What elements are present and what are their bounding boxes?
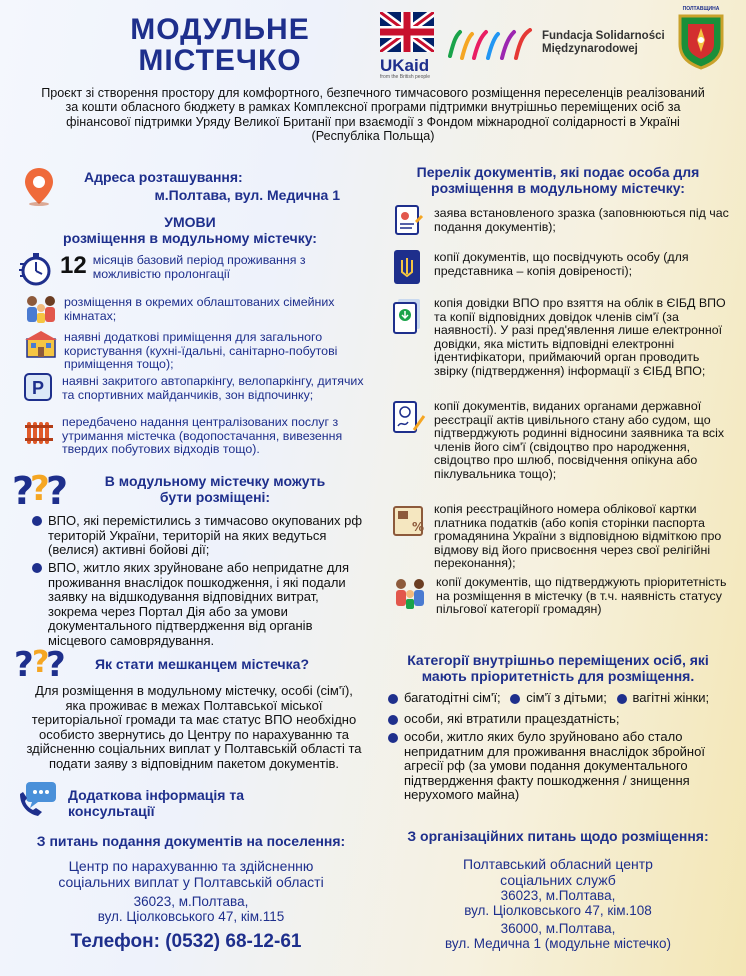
right-contact-address-2: 36000, м.Полтава, вул. Медична 1 (модульне містечко)	[445, 921, 671, 951]
priority-family-icon	[392, 576, 428, 612]
stopwatch-icon	[18, 252, 54, 286]
priority-item: вагітні жінки;	[617, 690, 710, 705]
phone-support-icon	[18, 780, 58, 818]
certificate-document-icon	[392, 297, 424, 335]
svg-text:?: ?	[46, 469, 69, 510]
building-icon	[24, 329, 58, 359]
svg-text:?: ?	[12, 469, 35, 510]
right-contact-heading: З організаційних питань щодо розміщення:	[407, 828, 709, 844]
right-contact-org: Полтавський обласний центр соціальних служб	[463, 856, 653, 888]
condition-item: P наявні закритого автопаркінгу, велопаркінгу, дитячих та спортивних майданчиків, зон відпочинку;	[24, 373, 364, 403]
application-form-icon	[392, 204, 424, 236]
priority-item: особи, житло яких було зруйновано або стало непридатним для проживання внаслідок збройної агресії рф (за умови подання документального підтвердження факту пошкодження / знищення нерухомого майна)	[388, 730, 738, 803]
bullet-icon	[617, 694, 627, 704]
right-contact-address-1: 36023, м.Полтава, вул. Ціолковського 47, кім.108	[464, 888, 652, 918]
how-text: Для розміщення в модульному містечку, особі (сім'ї), яка проживає в межах Полтавської міської територіальної громади та має статус ВПО необхідно особисто звернутись до Центру по нарахуванню та здійсненню соціальних виплат у Полтавській області та подати заяву з відповідним пакетом документів.	[26, 683, 362, 771]
months-number: 12	[60, 252, 87, 279]
document-item: копії документів, виданих органами державної реєстрації актів цивільного стану або судом, що підтверджують родинні відносини заявника та всіх членів його сім'ї (свідоцтво про народження, свідоцтво про шлюб, посвідчення опікуна або піклувальника тощо);	[392, 400, 736, 482]
condition-item: наявні додаткові приміщення для загального користування (кухні-їдальні, санітарно-побутові приміщення тощо);	[24, 329, 364, 372]
intro-text: Проєкт зі створення простору для комфортного, безпечного тимчасового розміщення переселенців реалізований за кошти обласного бюджету в рамках Комплексної програми підтримки внутрішньо переміщених осіб за фінансової підтримки Уряду Великої Британії при взаємодії з Фондом міжнародної солідарності в Україні (Республіка Польща)	[41, 86, 705, 144]
priority-item: сім'ї з дітьми;	[510, 690, 607, 705]
radiator-icon	[24, 416, 56, 448]
bullet-icon	[32, 563, 42, 573]
document-item: копія довідки ВПО про взяття на облік в ЄІБД ВПО та копії відповідних довідок членів сім'ї (за наявності). У разі пред'явлення лише електронної довідки, яка містить відповідні електронні ідентифікатори, приймаючий орган проводить звірку (підтвердження) інформації з ЄІБД ВПО;	[392, 297, 736, 379]
phone-number: Телефон: (0532) 68-12-61	[70, 931, 302, 952]
how-heading: Як стати мешканцем містечка?	[94, 656, 310, 672]
priority-heading: Категорії внутрішньо переміщених осіб, які мають пріоритетність для розміщення.	[407, 652, 709, 684]
who-item: ВПО, житло яких зруйноване або непридатне для проживання внаслідок пошкодження, і які подали заявку на відшкодування відповідних витрат, зокрема через Портал Дія або за умови документального підтвердження від органів місцевого самоврядування.	[32, 561, 364, 648]
svg-text:%: %	[412, 520, 425, 534]
condition-item: передбачено надання централізованих послуг з утримання містечка (водопостачання, вивезення твердих побутових відходів тощо).	[24, 416, 364, 457]
tax-card-icon	[392, 503, 426, 539]
bullet-icon	[388, 715, 398, 725]
document-item: копії документів, що підтверджують пріоритетність на розміщення в містечку (в т.ч. наявність статусу пільгової категорії громадян)	[392, 576, 736, 617]
priority-item: особи, які втратили працездатність;	[388, 712, 738, 727]
parking-icon	[24, 373, 54, 403]
condition-item: розміщення в окремих облаштованих сімейних кімнатах;	[24, 294, 364, 324]
address-label: Адреса розташування:	[84, 169, 243, 185]
colorful-strokes-icon	[446, 28, 536, 62]
solidarity-logo-mark	[446, 28, 536, 62]
fsm-logo-text: Fundacja Solidarności Międzynarodowej	[542, 30, 665, 55]
documents-heading: Перелік документів, які подає особа для розміщення в модульному містечку:	[416, 164, 700, 196]
svg-text:?: ?	[14, 645, 34, 682]
condition-item: 12 місяців базовий період проживання з можливістю пролонгації	[18, 252, 363, 286]
priority-item: багатодітні сім'ї;	[388, 690, 501, 705]
who-item: ВПО, які перемістились з тимчасово окупованих рф територій України, територій на яких ведуться (велися) активні бойові дії;	[32, 514, 364, 558]
bullet-icon	[32, 516, 42, 526]
question-marks-icon	[10, 464, 72, 510]
page-title: МОДУЛЬНЕ МІСТЕЧКО	[130, 13, 310, 77]
left-contact-heading: З питань подання документів на поселення:	[36, 833, 346, 849]
extra-info-heading: Додаткова інформація та консультації	[68, 787, 244, 819]
location-pin-icon	[22, 166, 56, 206]
ukaid-logo: UKaid from the British people	[380, 12, 440, 74]
bullet-icon	[388, 694, 398, 704]
union-flag-icon	[380, 12, 434, 52]
coat-of-arms-icon	[676, 12, 726, 70]
bullet-icon	[510, 694, 520, 704]
signed-document-icon	[392, 400, 426, 436]
left-contact-org: Центр по нарахуванню та здійсненню соціальних виплат у Полтавській області	[58, 858, 324, 890]
family-icon	[24, 294, 58, 324]
poltava-coat-of-arms: ПОЛТАВЩИНА	[676, 6, 726, 72]
document-item: копії документів, що посвідчують особу (для представника – копія довіреності);	[392, 248, 736, 286]
document-item: заява встановленого зразка (заповнюються під час подання документів);	[392, 204, 736, 236]
bullet-icon	[388, 733, 398, 743]
svg-text:?: ?	[32, 645, 50, 680]
address-value: м.Полтава, вул. Медична 1	[154, 187, 340, 203]
question-marks-icon	[12, 640, 72, 682]
document-item: % копія реєстраційного номера облікової картки платника податків (або копія сторінки паспорта громадянина України з відповідною відміткою про відмову від його присвоєння через свої релігійні переконання);	[392, 503, 736, 571]
who-heading: В модульному містечку можуть бути розміщені:	[104, 473, 326, 505]
priority-row	[388, 690, 738, 706]
svg-text:P: P	[31, 378, 45, 398]
conditions-heading: УМОВИ розміщення в модульному містечку:	[63, 214, 317, 246]
svg-text:?: ?	[30, 469, 50, 509]
svg-text:?: ?	[46, 645, 66, 682]
passport-icon	[392, 248, 424, 286]
left-contact-address: 36023, м.Полтава, вул. Ціолковського 47, кім.115	[97, 894, 285, 924]
